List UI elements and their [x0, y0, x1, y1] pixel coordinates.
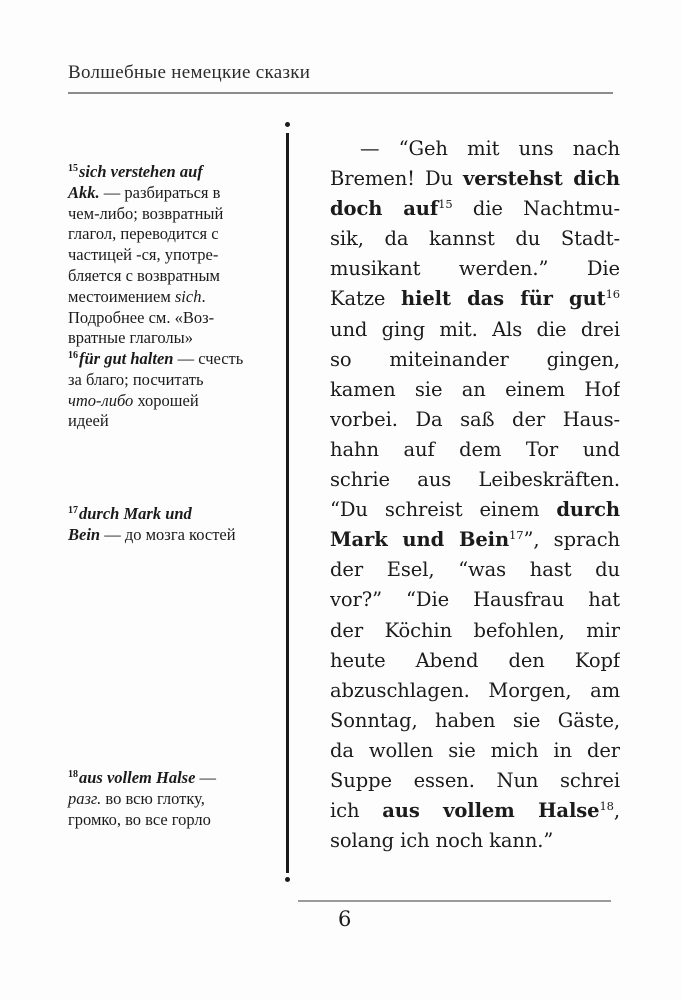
footnote-ref: 15 [438, 197, 453, 212]
text-line [330, 676, 620, 706]
header-rule [68, 92, 613, 94]
footnote-16 [68, 349, 278, 432]
text-segment: sik, da kannst du Stadt- [330, 227, 620, 251]
text-line [330, 345, 620, 375]
text-segment: , [613, 799, 620, 823]
text-segment: so miteinander gingen, [330, 347, 620, 371]
text-segment: глагол, переводится с [68, 224, 219, 244]
footnote-15 [68, 162, 278, 349]
text-line [330, 405, 620, 435]
footnote-line [68, 349, 278, 370]
main-text-column [330, 134, 620, 856]
text-segment: Mark und Bein [330, 528, 510, 552]
footnote-ref: 17 [509, 528, 524, 543]
text-segment: идеей [68, 411, 109, 431]
page-number: 6 [338, 907, 352, 931]
text-segment: что-либо [68, 390, 134, 410]
divider-dot-top [285, 122, 290, 127]
text-segment: schrie aus Leibeskräften. [330, 468, 620, 492]
text-line [330, 766, 620, 796]
footnote-number: 16 [68, 350, 78, 361]
page-header-title: Волшебные немецкие сказки [68, 62, 311, 83]
text-segment: во всю глотку, [101, 788, 205, 808]
text-line [330, 495, 620, 525]
text-segment: чем-либо; возвратный [68, 203, 224, 223]
text-segment: громко, во все горло [68, 809, 211, 829]
text-segment: — [195, 768, 217, 787]
text-line [330, 616, 620, 646]
text-segment: durch Mark und [79, 504, 192, 523]
footnote-line [68, 287, 278, 308]
footnote-17 [68, 504, 278, 546]
text-segment: aus vollem Halse [382, 799, 600, 823]
divider-line [286, 133, 289, 873]
text-segment: vor?” “Die Hausfrau hat [330, 588, 620, 612]
footnote-line [68, 266, 278, 287]
footnote-ref: 16 [605, 287, 620, 302]
text-segment: ich [330, 799, 383, 823]
footnote-line [68, 308, 278, 329]
text-line [330, 284, 620, 314]
text-segment: die Nachtmu- [452, 197, 620, 221]
text-line [330, 254, 620, 284]
footnote-18 [68, 768, 278, 830]
text-line [330, 164, 620, 194]
text-line [330, 315, 620, 345]
text-segment: Bremen! Du [330, 167, 463, 191]
footnote-line [68, 810, 278, 831]
footnote-line [68, 504, 278, 525]
text-segment: der Köchin befohlen, mir [330, 618, 620, 642]
text-line [330, 706, 620, 736]
text-segment: за благо; посчитать [68, 369, 204, 389]
footnote-line [68, 328, 278, 349]
text-segment: разг. [68, 788, 102, 808]
text-segment: hahn auf dem Tor und [330, 437, 620, 461]
text-segment: durch [556, 498, 620, 522]
footnote-number: 17 [68, 505, 78, 516]
text-segment: бляется с возвратным [68, 265, 220, 285]
text-segment: — “Geh mit uns nach [360, 137, 620, 160]
text-segment: . [201, 286, 206, 306]
text-segment: der Esel, “was hast du [330, 558, 620, 582]
footnote-line [68, 162, 278, 183]
text-segment: musikant werden.” Die [330, 257, 620, 281]
text-line [330, 646, 620, 676]
text-segment: хорошей [133, 390, 199, 410]
text-line [330, 375, 620, 405]
footnote-line [68, 391, 278, 412]
text-segment: частицей -ся, употре- [68, 245, 219, 265]
text-segment: für gut halten [79, 349, 174, 368]
text-segment: hielt das für gut [400, 287, 606, 311]
text-line [330, 555, 620, 585]
text-segment: Bein [68, 524, 101, 544]
footnote-number: 18 [68, 769, 78, 780]
text-segment: — до мозга костей [100, 524, 236, 544]
footnote-line [68, 224, 278, 245]
text-segment: heute Abend den Kopf [330, 648, 620, 672]
text-line [330, 224, 620, 254]
text-segment: sich verstehen auf [79, 162, 203, 181]
text-segment: abzuschlagen. Morgen, am [330, 678, 620, 702]
footnote-ref: 18 [599, 799, 614, 814]
footer-rule [298, 900, 611, 902]
text-line [330, 585, 620, 615]
text-line [330, 525, 620, 555]
text-segment: — разбираться в [99, 182, 221, 202]
text-segment: doch auf [330, 197, 439, 221]
text-line [330, 435, 620, 465]
text-segment: Suppe essen. Nun schrei [330, 768, 620, 792]
text-segment: вратные глаголы» [68, 328, 193, 348]
divider-dot-bottom [285, 877, 290, 882]
text-line [330, 134, 620, 164]
text-line [330, 736, 620, 766]
footnote-line [68, 183, 278, 204]
text-segment: sich [174, 286, 202, 306]
text-segment: Sonntag, haben sie Gäste, [330, 708, 620, 732]
text-segment: und ging mit. Als die drei [330, 317, 620, 341]
text-segment: aus vollem Halse [79, 768, 196, 787]
text-segment: solang ich noch kann.” [330, 829, 554, 853]
text-line [330, 826, 620, 856]
footnote-line [68, 245, 278, 266]
text-segment: verstehst dich [463, 167, 620, 191]
text-segment: “Du schreist einem [330, 498, 557, 522]
text-line [330, 194, 620, 224]
text-segment: kamen sie an einem Hof [330, 377, 620, 401]
footnote-line [68, 768, 278, 789]
footnote-line [68, 789, 278, 810]
text-segment: vorbei. Da saß der Haus- [330, 407, 620, 431]
text-segment: — счесть [173, 349, 244, 368]
text-line [330, 796, 620, 826]
text-segment: ”, sprach [523, 528, 620, 552]
footnote-line [68, 525, 278, 546]
text-segment: Akk. [68, 182, 100, 202]
footnote-line [68, 411, 278, 432]
footnote-line [68, 370, 278, 391]
text-segment: Подробнее см. «Воз- [68, 307, 215, 327]
footnote-line [68, 204, 278, 225]
footnote-number: 15 [68, 163, 78, 174]
text-segment: Katze [330, 287, 401, 311]
text-segment: местоимением [68, 286, 175, 306]
text-segment: da wollen sie mich in der [330, 738, 620, 762]
text-line [330, 465, 620, 495]
